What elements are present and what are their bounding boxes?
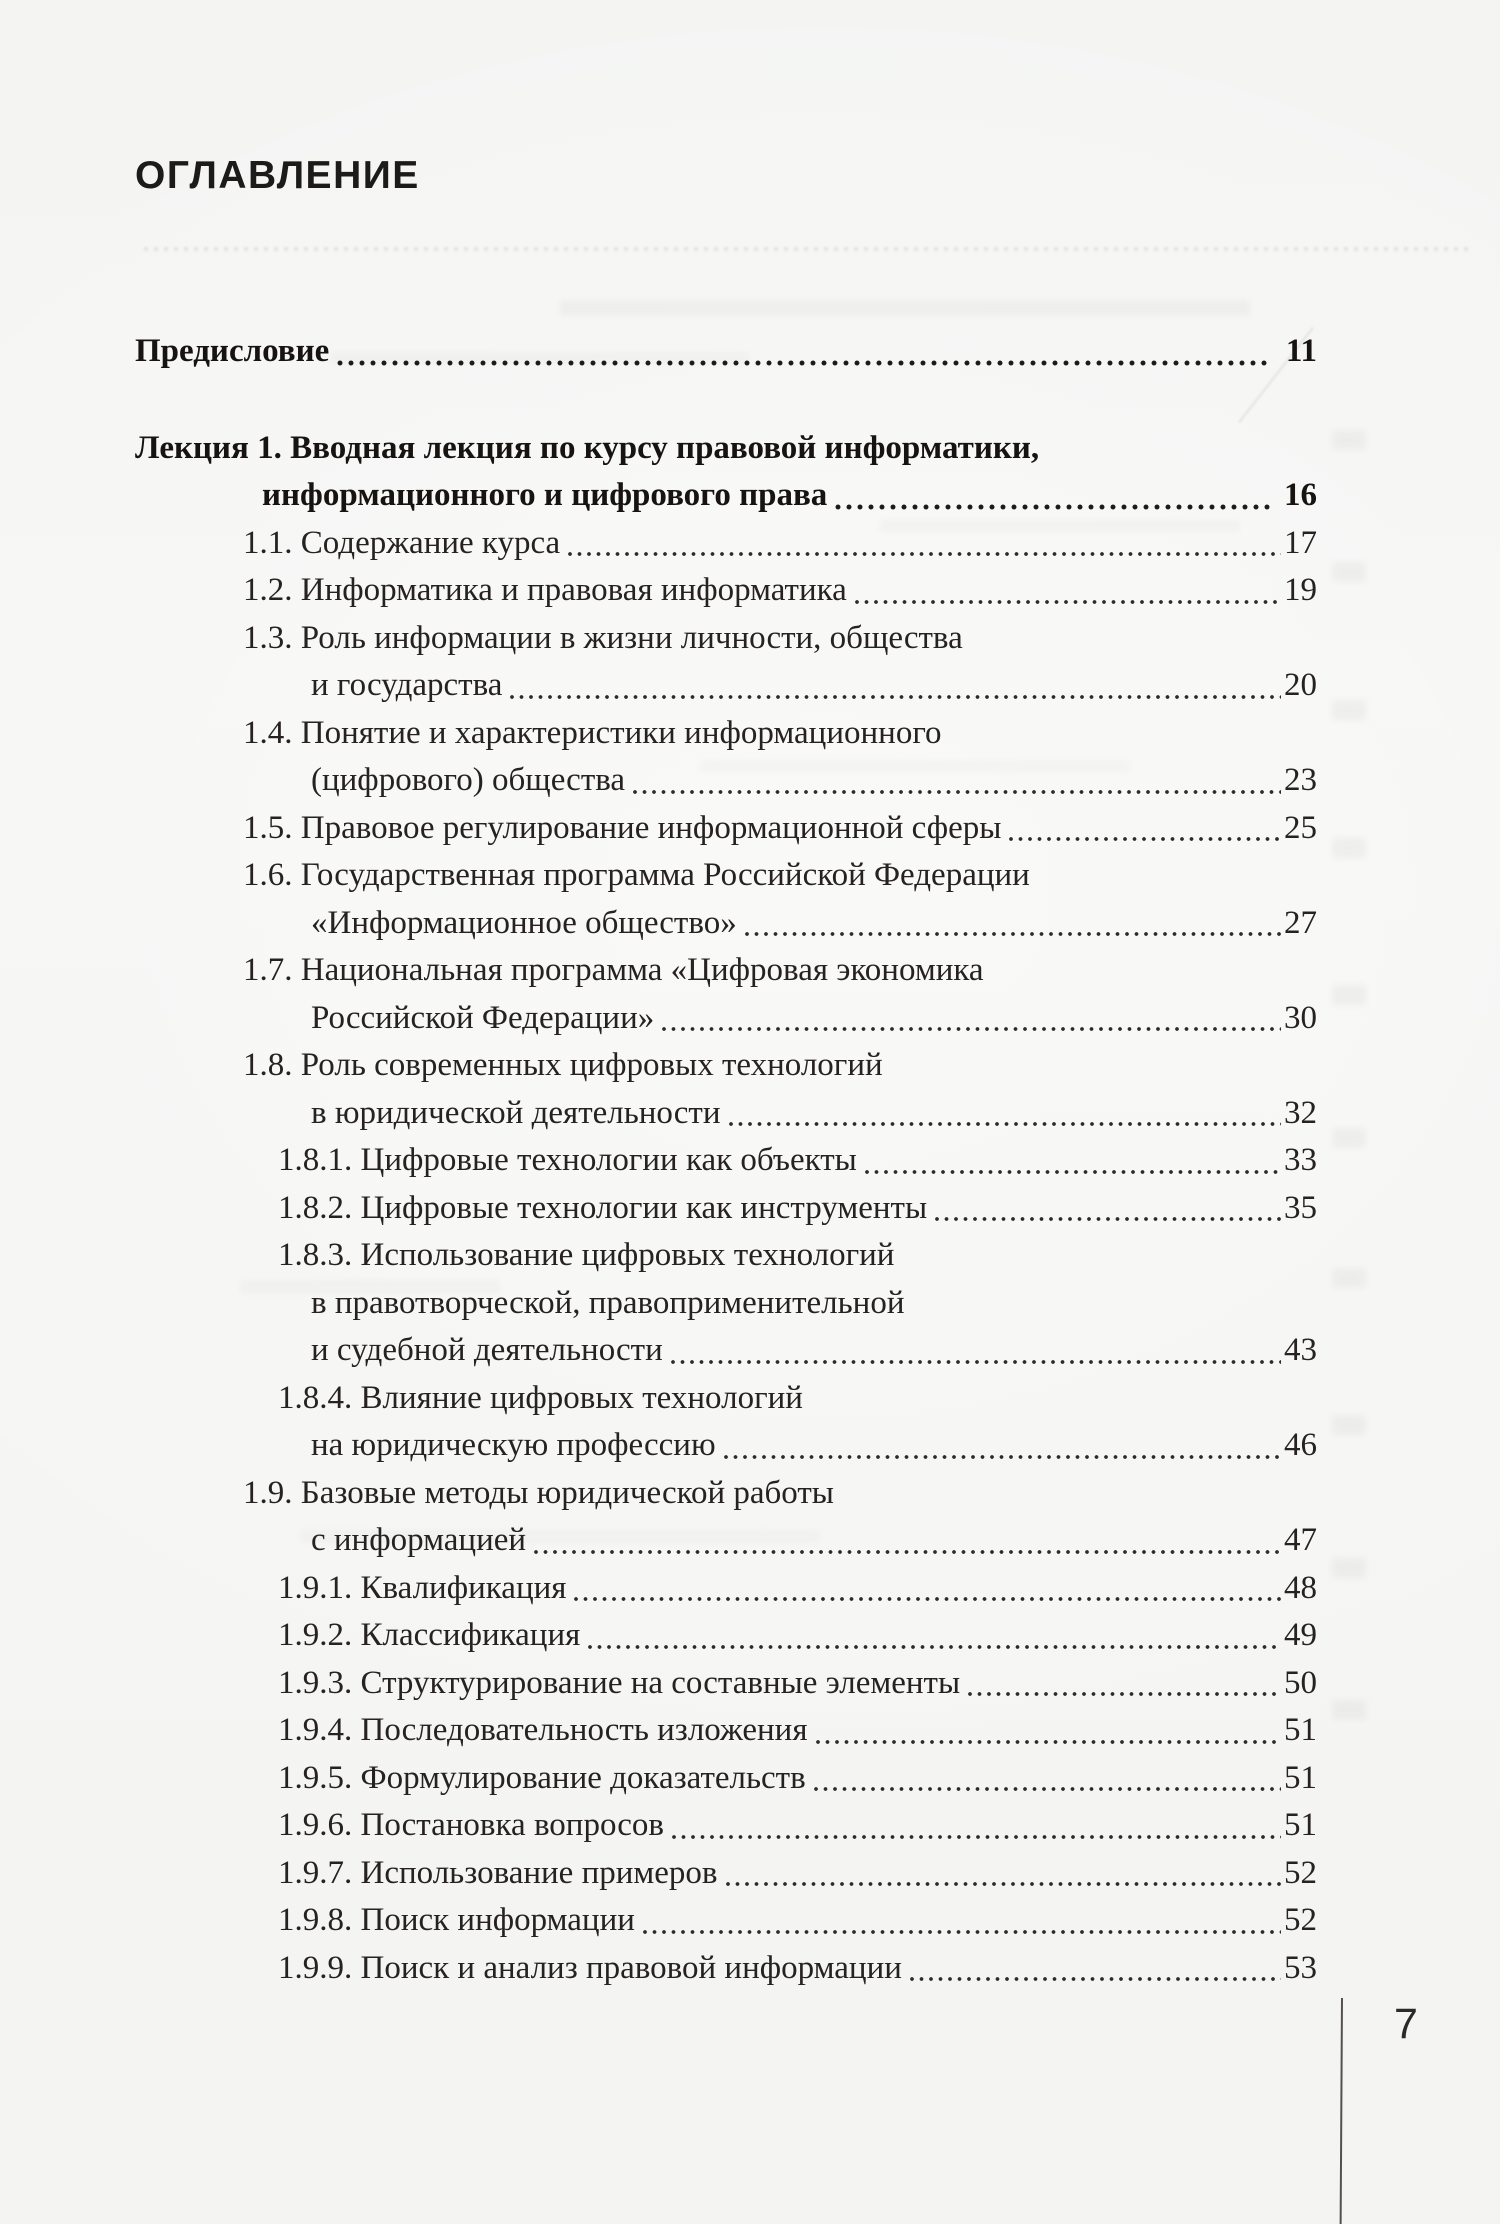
dot-leader [335, 359, 1272, 367]
table-of-contents [135, 328, 1317, 1992]
toc-row-label: 1.5. Правовое регулирование информационной сферы [243, 809, 1002, 846]
toc-row-label: Российской Федерации» [311, 999, 655, 1036]
toc-row-label: 1.9.8. Поиск информации [278, 1902, 635, 1938]
toc-row-1-8 [135, 1042, 1317, 1090]
toc-row-label: в правотворческой, правоприменительной [311, 1284, 905, 1321]
toc-page-number: 51 [1284, 1807, 1317, 1843]
toc-row-label: 1.1. Содержание курса [243, 524, 561, 561]
toc-row-label: 1.9.3. Структурирование на составные элементы [278, 1664, 961, 1701]
dot-leader [572, 1595, 1281, 1603]
toc-row-1-9-5 [135, 1755, 1317, 1803]
toc-page-number: 11 [1285, 333, 1317, 369]
toc-row-1-3 [135, 615, 1317, 663]
toc-page-number: 46 [1284, 1427, 1317, 1463]
toc-row-1-3-wrap [135, 662, 1317, 710]
toc-row-1-8-4 [135, 1375, 1317, 1423]
toc-row-label: 1.7. Национальная программа «Цифровая экономика [243, 952, 984, 988]
scan-fold-line [1340, 1998, 1344, 2224]
toc-page-number: 20 [1284, 667, 1317, 703]
toc-row-1-1 [135, 520, 1317, 568]
dot-leader [743, 930, 1281, 938]
toc-row-1-4-wrap [135, 757, 1317, 805]
toc-page-number: 52 [1284, 1902, 1317, 1938]
dot-leader [631, 788, 1281, 796]
toc-row-label: 1.9.4. Последовательность изложения [278, 1712, 808, 1748]
dot-leader [660, 1025, 1281, 1033]
toc-page-number: 16 [1284, 477, 1317, 513]
dot-leader [566, 550, 1281, 558]
dot-leader [532, 1548, 1281, 1556]
toc-row-1-9-8 [135, 1897, 1317, 1945]
toc-row-1-4 [135, 710, 1317, 758]
toc-row-1-9-1 [135, 1565, 1317, 1613]
dot-leader [641, 1928, 1281, 1936]
toc-page-number: 23 [1284, 762, 1317, 798]
toc-row-lecture1-wrap [135, 472, 1317, 520]
toc-row-label: 1.8.1. Цифровые технологии как объекты [278, 1142, 857, 1178]
toc-row-1-6-wrap [135, 900, 1317, 948]
toc-page-number: 49 [1284, 1617, 1317, 1653]
bleed-through-number [1332, 1268, 1366, 1288]
dot-leader [722, 1453, 1281, 1461]
page-folio-number: 7 [1394, 2000, 1418, 2048]
dot-leader [727, 1120, 1282, 1128]
dot-leader [908, 1975, 1281, 1983]
dot-leader [1007, 835, 1281, 843]
bleed-through-number [1332, 838, 1366, 858]
dot-leader [586, 1643, 1281, 1651]
dot-leader [814, 1738, 1282, 1746]
toc-row-label: 1.8. Роль современных цифровых технологий [243, 1047, 883, 1083]
toc-row-label: 1.9.5. Формулирование доказательств [278, 1759, 806, 1796]
toc-page-number: 53 [1284, 1949, 1317, 1986]
toc-row-1-9-2 [135, 1612, 1317, 1660]
toc-row-1-6 [135, 852, 1317, 900]
toc-row-1-8-3-wrap2 [135, 1327, 1317, 1375]
toc-row-1-9-4 [135, 1707, 1317, 1755]
toc-row-1-8-1 [135, 1137, 1317, 1185]
toc-row-lecture1 [135, 425, 1317, 473]
toc-page-number: 27 [1284, 904, 1317, 941]
toc-row-label: 1.9.2. Классификация [278, 1617, 581, 1653]
toc-row-1-9-7 [135, 1850, 1317, 1898]
toc-row-label: 1.3. Роль информации в жизни личности, общества [243, 619, 963, 656]
dot-leader [669, 1358, 1281, 1366]
toc-row-label: и государства [311, 667, 503, 703]
toc-row-label: 1.6. Государственная программа Российской Федерации [243, 857, 1030, 893]
toc-page-number: 47 [1284, 1522, 1317, 1558]
toc-row-1-8-2 [135, 1185, 1317, 1233]
toc-row-label: информационного и цифрового права [262, 477, 828, 513]
toc-row-label: 1.2. Информатика и правовая информатика [243, 572, 847, 608]
toc-page-number: 52 [1284, 1854, 1317, 1891]
bleed-through-smudge [560, 300, 1250, 316]
bleed-through-number [1332, 1415, 1366, 1435]
toc-row-label: и судебной деятельности [311, 1332, 663, 1368]
toc-row-label: 1.9. Базовые методы юридической работы [243, 1474, 834, 1511]
toc-page-number: 25 [1284, 809, 1317, 846]
bleed-through-number [1332, 1558, 1366, 1578]
toc-row-label: на юридическую профессию [311, 1427, 716, 1463]
toc-page-number: 33 [1284, 1142, 1317, 1178]
toc-page-number: 48 [1284, 1569, 1317, 1606]
toc-page-number: 35 [1284, 1189, 1317, 1226]
toc-row-1-8-3-wrap [135, 1280, 1317, 1328]
dot-leader [853, 598, 1281, 606]
dot-leader [863, 1168, 1281, 1176]
bleed-through-number [1332, 985, 1366, 1005]
bleed-through-number [1332, 1128, 1366, 1148]
toc-row-1-9-6 [135, 1802, 1317, 1850]
bleed-through-number [1332, 1700, 1366, 1720]
bleed-through-number [1332, 700, 1366, 720]
toc-row-label: в юридической деятельности [311, 1094, 721, 1131]
toc-page-number: 30 [1284, 999, 1317, 1036]
toc-row-label: 1.9.9. Поиск и анализ правовой информации [278, 1949, 902, 1986]
toc-row-1-9-wrap [135, 1517, 1317, 1565]
toc-row-label: (цифрового) общества [311, 762, 626, 798]
toc-page-number: 19 [1284, 572, 1317, 608]
toc-row-label: Предисловие [135, 333, 330, 369]
toc-row-label: 1.9.7. Использование примеров [278, 1854, 718, 1891]
dot-leader [933, 1215, 1281, 1223]
toc-page-number: 17 [1284, 524, 1317, 561]
dot-leader [812, 1785, 1281, 1793]
toc-row-label: 1.8.2. Цифровые технологии как инструменты [278, 1189, 928, 1226]
bleed-through-number [1332, 430, 1366, 450]
page-title: ОГЛАВЛЕНИЕ [135, 154, 420, 198]
toc-page-number: 43 [1284, 1332, 1317, 1368]
toc-row-preface [135, 328, 1317, 376]
toc-row-label: с информацией [311, 1522, 527, 1558]
toc-row-1-8-4-wrap [135, 1422, 1317, 1470]
toc-row-label: 1.9.6. Постановка вопросов [278, 1807, 665, 1843]
toc-page-number: 51 [1284, 1712, 1317, 1748]
toc-page-number: 32 [1284, 1094, 1317, 1131]
dot-leader [833, 503, 1270, 511]
toc-page-number: 50 [1284, 1664, 1317, 1701]
toc-row-label: 1.8.3. Использование цифровых технологий [278, 1237, 895, 1273]
toc-row-1-7-wrap [135, 995, 1317, 1043]
dot-leader [670, 1833, 1281, 1841]
toc-row-1-9 [135, 1470, 1317, 1518]
toc-row-1-8-wrap [135, 1090, 1317, 1138]
toc-row-1-5 [135, 805, 1317, 853]
dot-leader [724, 1880, 1281, 1888]
toc-row-label: 1.9.1. Квалификация [278, 1569, 567, 1606]
toc-row-1-9-9 [135, 1945, 1317, 1993]
toc-row-1-7 [135, 947, 1317, 995]
toc-page-number: 51 [1284, 1759, 1317, 1796]
dot-leader [508, 693, 1281, 701]
dot-leader [966, 1690, 1281, 1698]
toc-row-label: «Информационное общество» [311, 904, 737, 941]
toc-row-1-9-3 [135, 1660, 1317, 1708]
bleed-through-dotted-line [142, 246, 1472, 252]
toc-row-label: 1.8.4. Влияние цифровых технологий [278, 1379, 803, 1416]
toc-row-label: Лекция 1. Вводная лекция по курсу правовой информатики, [135, 429, 1040, 466]
bleed-through-number [1332, 562, 1366, 582]
toc-row-label: 1.4. Понятие и характеристики информационного [243, 714, 942, 751]
toc-row-1-2 [135, 567, 1317, 615]
toc-row-1-8-3 [135, 1232, 1317, 1280]
